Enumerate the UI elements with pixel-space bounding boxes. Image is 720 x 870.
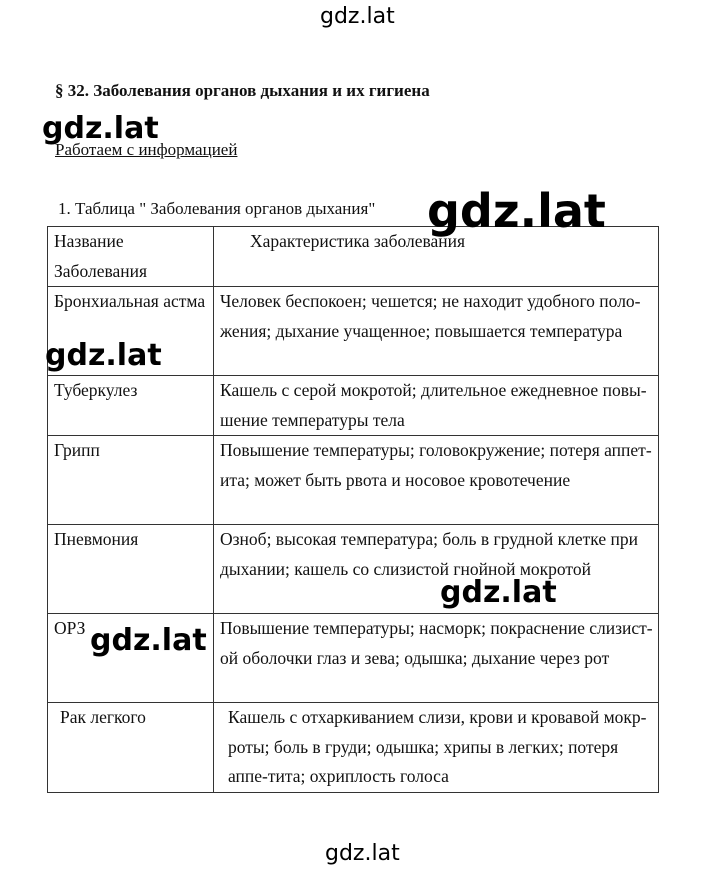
- disease-characteristic-cell: Кашель с отхаркиванием слизи, крови и кровавой мокр-роты; боль в груди; одышка; хрипы в легких; потеря аппе-тита; охриплость голоса: [214, 703, 659, 793]
- disease-characteristic-cell: Озноб; высокая температура; боль в грудной клетке при дыхании; кашель со слизистой гнойной мокротой: [214, 525, 659, 614]
- diseases-table: [47, 226, 659, 793]
- disease-name-cell: Туберкулез: [48, 376, 214, 436]
- table-row: [48, 376, 659, 436]
- watermark-overlay-large: gdz.lat: [427, 184, 606, 238]
- subheading: Работаем с информацией: [55, 140, 238, 159]
- disease-name-cell: ОРЗ: [48, 614, 214, 703]
- disease-name: Бронхиальная астма: [54, 291, 206, 311]
- table-row: [48, 436, 659, 525]
- watermark-bottom: gdz.lat: [325, 841, 400, 866]
- table-caption: 1. Таблица " Заболевания органов дыхания": [58, 199, 376, 218]
- watermark-overlay: gdz.lat: [42, 111, 159, 146]
- table-row: [48, 703, 659, 793]
- disease-characteristic-cell: Повышение температуры; головокружение; потеря аппет-ита; может быть рвота и носовое кровотечение: [214, 436, 659, 525]
- disease-name-cell: Грипп: [48, 436, 214, 525]
- header-characteristic-cell: Характеристика заболевания: [214, 227, 659, 287]
- disease-name-cell: Пневмония: [48, 525, 214, 614]
- section-heading: § 32. Заболевания органов дыхания и их гигиена: [55, 81, 430, 100]
- disease-name-cell: Рак легкого: [48, 703, 214, 793]
- disease-characteristic-cell: Кашель с серой мокротой; длительное ежедневное повы-шение температуры тела: [214, 376, 659, 436]
- table-row: [48, 525, 659, 614]
- watermark-top: gdz.lat: [320, 4, 395, 29]
- watermark-overlay: gdz.lat: [440, 575, 557, 610]
- header-name-cell: Название Заболевания: [48, 227, 214, 287]
- watermark-overlay: gdz.lat: [90, 623, 207, 658]
- disease-characteristic-cell: Повышение температуры; насморк; покраснение слизист-ой оболочки глаз и зева; одышка; дыхание через рот: [214, 614, 659, 703]
- watermark-overlay: gdz.lat: [45, 338, 162, 373]
- disease-characteristic-cell: Человек беспокоен; чешется; не находит удобного поло-жения; дыхание учащенное; повышается температура: [214, 287, 659, 376]
